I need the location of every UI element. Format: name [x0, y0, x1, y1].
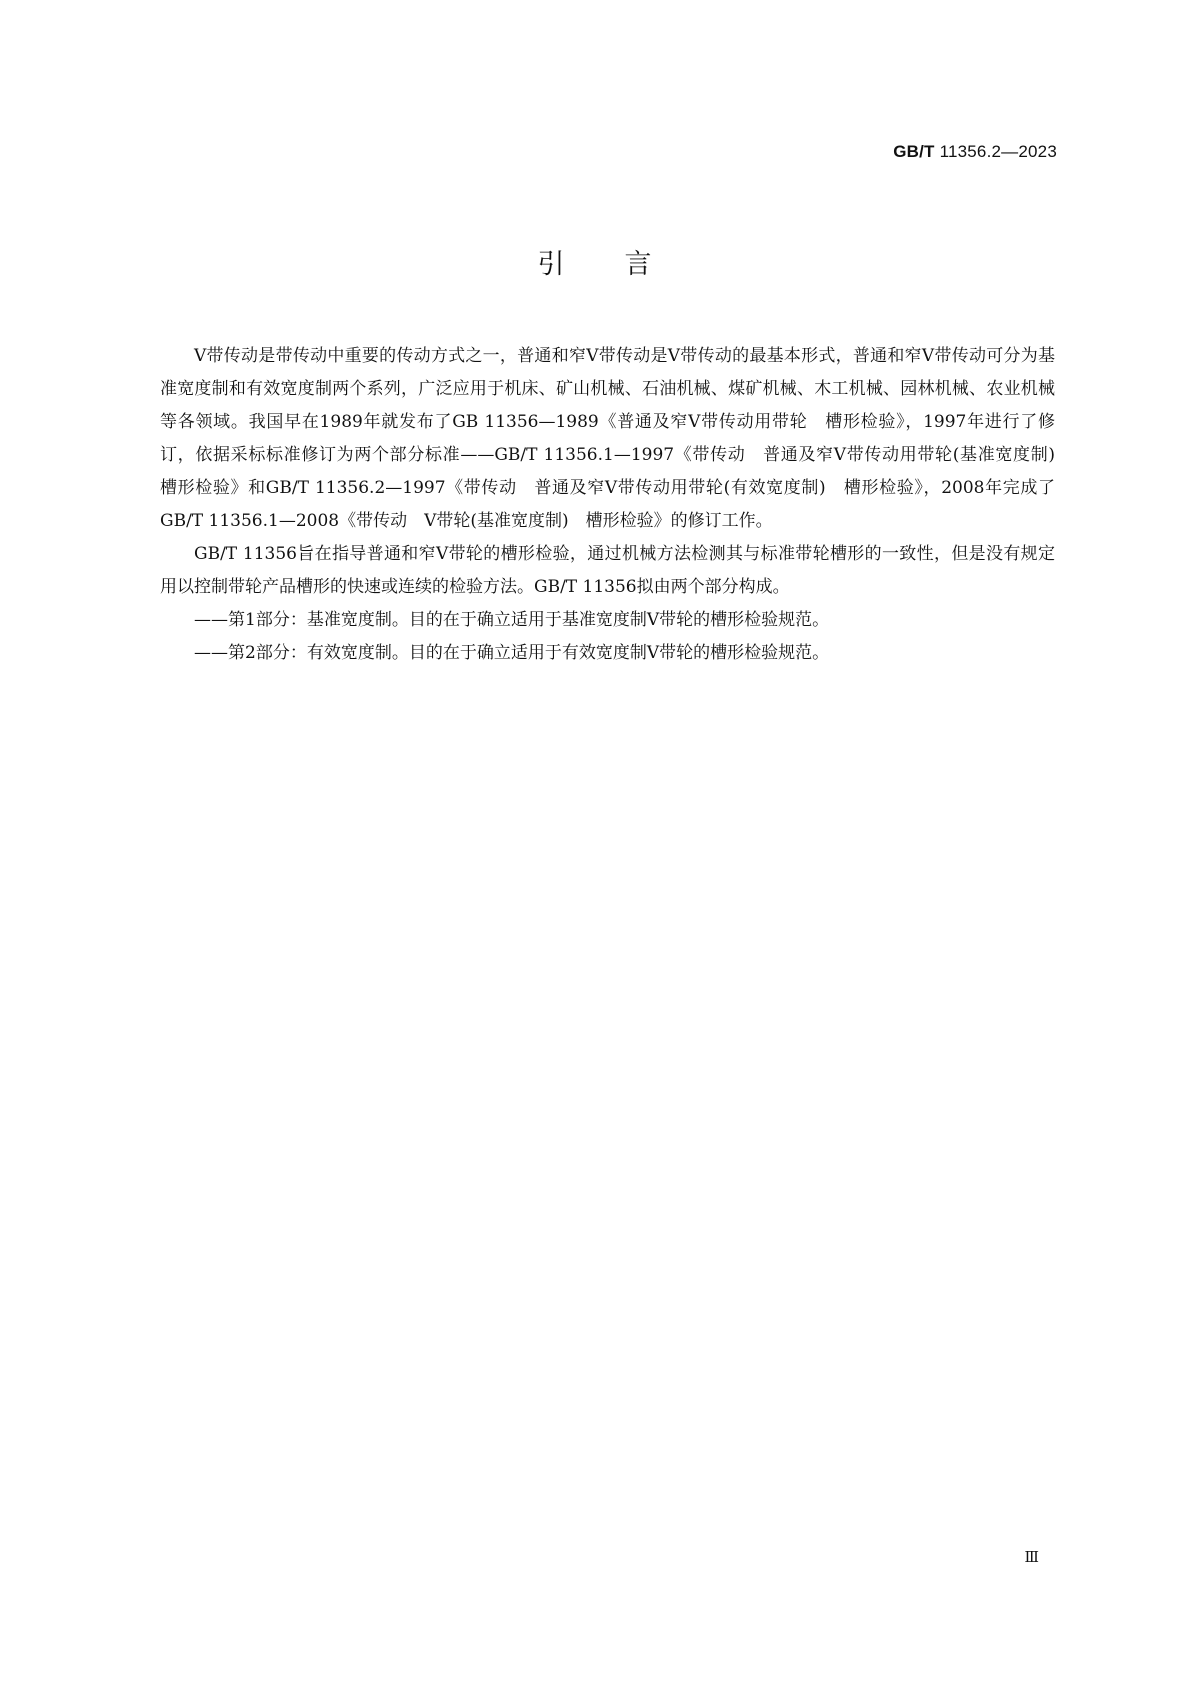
title-char-1: 引 [537, 249, 567, 280]
title-char-2: 言 [624, 249, 654, 280]
list-item-part-2: ——第2部分：有效宽度制。目的在于确立适用于有效宽度制V带轮的槽形检验规范。 [194, 643, 830, 663]
page-number: Ⅲ [1024, 1548, 1039, 1566]
standard-code: 11356.2—2023 [934, 142, 1057, 161]
paragraph-purpose: GB/T 11356旨在指导普通和窄V带轮的槽形检验，通过机械方法检测其与标准带轮槽形的一致性，但是没有规定用以控制带轮产品槽形的快速或连续的检验方法。GB/T 11356拟由两个部分构成。 [160, 544, 1055, 597]
standard-number [893, 142, 1057, 162]
page-title [0, 242, 1191, 281]
paragraph-background: V带传动是带传动中重要的传动方式之一，普通和窄V带传动是V带传动的最基本形式，普通和窄V带传动可分为基准宽度制和有效宽度制两个系列，广泛应用于机床、矿山机械、石油机械、煤矿机械、木工机械、园林机械、农业机械等各领域。我国早在1989年就发布了GB 11356—1989《普通及窄V带传动用带轮 槽形检验》，1997年进行了修订，依据采标标准修订为两个部分标准——GB/T 11356.1—1997《带传动 普通及窄V带传动用带轮(基准宽度制) 槽形检验》和GB/T 11356.2—1997《带传动 普通及窄V带传动用带轮(有效宽度制) 槽形检验》，2008年完成了GB/T 11356.1—2008《带传动 V带轮(基准宽度制) 槽形检验》的修订工作。 [160, 346, 1072, 531]
list-item-part-1: ——第1部分：基准宽度制。目的在于确立适用于基准宽度制V带轮的槽形检验规范。 [194, 610, 830, 630]
standard-prefix: GB/T [893, 142, 935, 161]
introduction-body [160, 340, 1072, 670]
